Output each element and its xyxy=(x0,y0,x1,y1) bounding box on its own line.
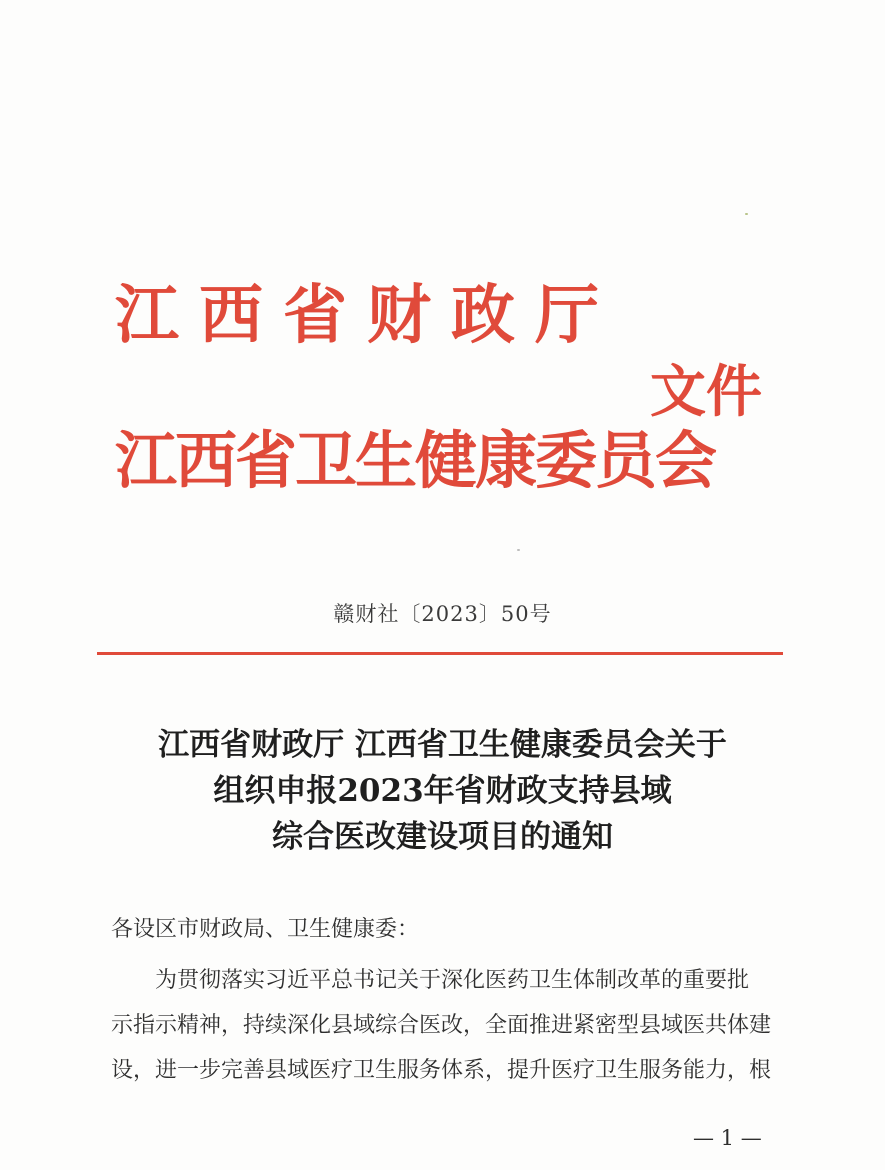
body-line-1: 为贯彻落实习近平总书记关于深化医药卫生体制改革的重要批 xyxy=(155,968,750,993)
page-number: — 1 — xyxy=(693,1126,762,1150)
issuer-health-commission: 江西省卫生健康委员会 xyxy=(115,424,716,497)
red-separator-line xyxy=(97,652,783,655)
body-line-2: 示指示精神，持续深化县域综合医改，全面推进紧密型县域医共体建 xyxy=(111,1013,772,1038)
document-title xyxy=(0,722,885,860)
salutation: 各设区市财政局、卫生健康委： xyxy=(111,917,420,942)
document-number: 赣财社〔2023〕50号 xyxy=(333,602,552,626)
title-line-1: 江西省财政厅 江西省卫生健康委员会关于 xyxy=(158,727,727,763)
scan-speck xyxy=(745,213,748,215)
body-line-3: 设，进一步完善县域医疗卫生服务体系，提升医疗卫生服务能力，根 xyxy=(111,1058,772,1083)
document-type-label: 文件 xyxy=(650,359,762,425)
scan-speck xyxy=(517,549,520,551)
title-line-2: 组织申报2023年省财政支持县域 xyxy=(213,773,672,809)
issuer-finance-department: 江西省财政厅 xyxy=(115,278,619,353)
title-line-3: 综合医改建设项目的通知 xyxy=(272,819,613,855)
body-paragraph xyxy=(111,958,783,1093)
